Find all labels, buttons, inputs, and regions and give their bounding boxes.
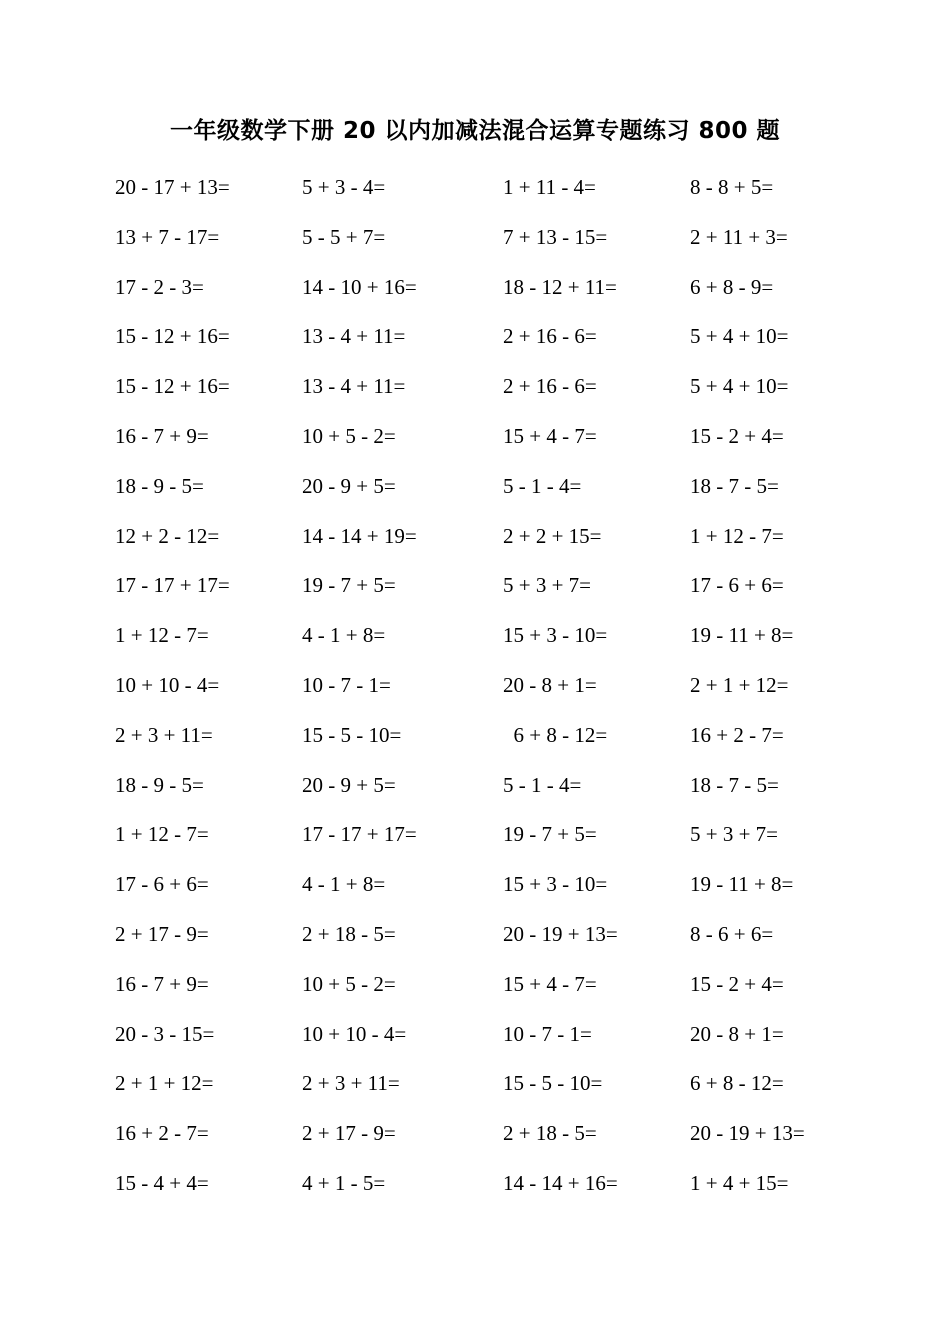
math-problem: 17 - 17 + 17= [115,573,230,598]
problem-row [0,1017,950,1067]
math-problem: 17 - 6 + 6= [690,573,784,598]
math-problem: 10 - 7 - 1= [503,1021,592,1046]
math-problem: 14 - 14 + 19= [302,523,417,548]
math-problem: 19 - 7 + 5= [503,822,597,847]
math-problem: 6 + 8 - 12= [690,1071,784,1096]
math-problem: 5 + 3 + 7= [690,822,779,847]
math-problem: 6 + 8 - 9= [690,274,774,299]
math-problem: 18 - 7 - 5= [690,473,779,498]
math-problem: 20 - 9 + 5= [302,772,396,797]
math-problem: 8 - 6 + 6= [690,921,774,946]
math-problem: 18 - 9 - 5= [115,473,204,498]
math-problem: 17 - 17 + 17= [302,822,417,847]
math-problem: 20 - 17 + 13= [115,175,230,199]
math-problem: 2 + 18 - 5= [302,921,396,946]
math-problem: 15 + 4 - 7= [503,423,597,448]
math-problem: 20 - 19 + 13= [503,921,618,946]
math-problem: 10 + 10 - 4= [115,672,220,697]
math-problem: 10 + 5 - 2= [302,423,396,448]
problem-row [0,1166,950,1216]
math-problem: 20 - 3 - 15= [115,1021,215,1046]
math-problem: 8 - 8 + 5= [690,175,774,199]
problem-row [0,817,950,867]
problem-row [0,967,950,1017]
math-problem: 20 - 8 + 1= [503,672,597,697]
problem-row [0,1066,950,1116]
math-problem: 2 + 17 - 9= [302,1121,396,1146]
problem-row [0,369,950,419]
math-problem: 2 + 3 + 11= [302,1071,400,1096]
math-problem: 5 + 4 + 10= [690,374,789,399]
math-problem: 15 - 2 + 4= [690,971,784,996]
math-problem: 14 - 10 + 16= [302,274,417,299]
math-problem: 12 + 2 - 12= [115,523,220,548]
math-problem: 18 - 12 + 11= [503,274,617,299]
math-problem: 17 - 6 + 6= [115,872,209,897]
math-problem: 20 - 19 + 13= [690,1121,805,1146]
math-problem: 4 + 1 - 5= [302,1170,386,1195]
math-problem: 16 + 2 - 7= [690,722,784,747]
math-problem: 1 + 11 - 4= [503,175,596,199]
problem-row [0,469,950,519]
problem-row [0,917,950,967]
problem-row [0,220,950,270]
math-problem: 5 + 4 + 10= [690,324,789,349]
problem-row [0,170,950,220]
problem-row [0,270,950,320]
math-problem: 4 - 1 + 8= [302,872,386,897]
math-problem: 2 + 2 + 15= [503,523,602,548]
math-problem: 15 - 12 + 16= [115,324,230,349]
math-problem: 1 + 12 - 7= [115,623,209,648]
math-problem: 15 - 5 - 10= [503,1071,603,1096]
problem-row [0,618,950,668]
problem-row [0,718,950,768]
math-problem: 20 - 8 + 1= [690,1021,784,1046]
math-problem: 16 + 2 - 7= [115,1121,209,1146]
math-problem: 18 - 7 - 5= [690,772,779,797]
math-problem: 15 + 3 - 10= [503,872,608,897]
math-problem: 13 + 7 - 17= [115,224,220,249]
math-problem: 19 - 7 + 5= [302,573,396,598]
math-problem: 13 - 4 + 11= [302,324,406,349]
math-problem: 5 + 3 + 7= [503,573,592,598]
problem-row [0,668,950,718]
math-problem: 15 + 4 - 7= [503,971,597,996]
math-problem: 1 + 12 - 7= [115,822,209,847]
math-problem: 4 - 1 + 8= [302,623,386,648]
math-problem: 1 + 4 + 15= [690,1170,789,1195]
math-problem: 10 - 7 - 1= [302,672,391,697]
problem-row [0,1116,950,1166]
math-problem: 15 - 2 + 4= [690,423,784,448]
math-problem: 14 - 14 + 16= [503,1170,618,1195]
problem-row [0,867,950,917]
page-title: 一年级数学下册 20 以内加减法混合运算专题练习 800 题 [169,118,781,144]
math-problem: 7 + 13 - 15= [503,224,608,249]
math-problem: 2 + 17 - 9= [115,921,209,946]
problem-row [0,768,950,818]
problem-row [0,419,950,469]
math-problem: 20 - 9 + 5= [302,473,396,498]
math-problem: 5 + 3 - 4= [302,175,386,199]
problem-row [0,519,950,569]
math-problem: 6 + 8 - 12= [503,722,608,747]
math-problem: 5 - 1 - 4= [503,473,582,498]
problem-grid [0,170,950,1216]
math-problem: 1 + 12 - 7= [690,523,784,548]
math-problem: 15 + 3 - 10= [503,623,608,648]
math-problem: 19 - 11 + 8= [690,872,794,897]
math-problem: 15 - 4 + 4= [115,1170,209,1195]
math-problem: 5 - 1 - 4= [503,772,582,797]
math-problem: 5 - 5 + 7= [302,224,386,249]
math-problem: 2 + 18 - 5= [503,1121,597,1146]
problem-row [0,319,950,369]
math-problem: 10 + 5 - 2= [302,971,396,996]
math-problem: 15 - 5 - 10= [302,722,402,747]
math-problem: 17 - 2 - 3= [115,274,204,299]
math-problem: 18 - 9 - 5= [115,772,204,797]
math-problem: 10 + 10 - 4= [302,1021,407,1046]
math-problem: 2 + 16 - 6= [503,374,597,399]
math-problem: 2 + 11 + 3= [690,224,788,249]
math-problem: 16 - 7 + 9= [115,423,209,448]
math-problem: 15 - 12 + 16= [115,374,230,399]
math-problem: 13 - 4 + 11= [302,374,406,399]
problem-row [0,568,950,618]
math-problem: 19 - 11 + 8= [690,623,794,648]
math-problem: 2 + 1 + 12= [690,672,789,697]
math-problem: 16 - 7 + 9= [115,971,209,996]
math-problem: 2 + 3 + 11= [115,722,213,747]
math-problem: 2 + 1 + 12= [115,1071,214,1096]
math-problem: 2 + 16 - 6= [503,324,597,349]
